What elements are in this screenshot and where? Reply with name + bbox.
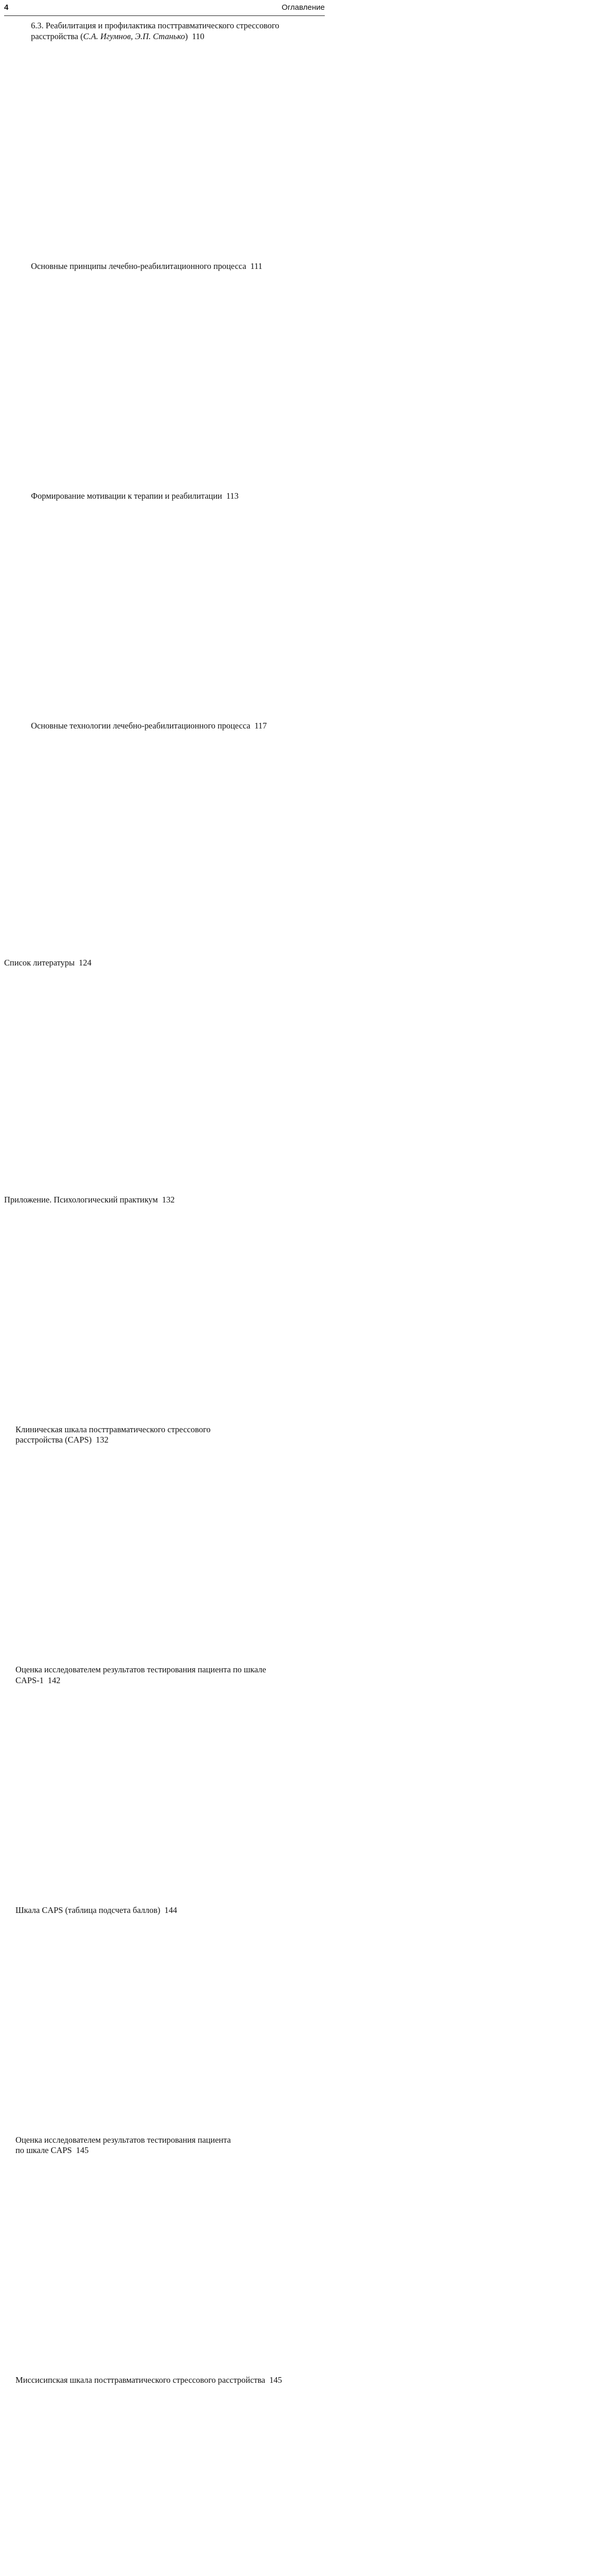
- toc-page-number: 132: [95, 1435, 109, 1445]
- toc-entry-title: CAPS-1: [15, 1675, 44, 1685]
- toc-entry[interactable]: [31, 721, 324, 951]
- toc-entry-title: Приложение. Психологический практикум: [4, 1194, 158, 1205]
- toc-entry-title-line: Клиническая шкала посттравматического стрессового: [15, 1424, 211, 1434]
- toc-entry-title: Формирование мотивации к терапии и реабилитации: [31, 490, 222, 501]
- toc-entry-title: Шкала CAPS (таблица подсчета баллов): [15, 1905, 160, 1915]
- toc-entry-title: расстройства (CAPS): [15, 1435, 92, 1445]
- table-of-contents: [0, 21, 330, 2576]
- toc-entry-title: по шкале CAPS: [15, 2145, 72, 2155]
- toc-page-number: 145: [269, 2375, 282, 2385]
- toc-entry-title: Основные технологии лечебно-реабилитационного процесса: [31, 720, 251, 731]
- toc-entry-title-line: Оценка исследователем результатов тестирования пациента по шкале: [15, 1665, 267, 1674]
- page-number: 4: [4, 3, 9, 12]
- toc-entry-title: расстройства (С.А. Игумнов, Э.П. Станько): [31, 31, 188, 41]
- toc-page-number: 117: [254, 720, 267, 731]
- toc-entry[interactable]: [4, 958, 324, 1188]
- toc-entry[interactable]: [15, 2135, 324, 2376]
- toc-entry-authors: С.А. Игумнов, Э.П. Станько: [83, 31, 185, 41]
- toc-entry[interactable]: [4, 1195, 324, 1425]
- toc-page-number: 142: [47, 1675, 61, 1685]
- toc-page-number: 113: [226, 490, 239, 501]
- toc-entry-title: Основные принципы лечебно-реабилитационного процесса: [31, 261, 246, 271]
- section-title: Оглавление: [281, 3, 325, 12]
- toc-entry[interactable]: [15, 2375, 324, 2576]
- toc-page-number: 111: [250, 261, 262, 271]
- toc-entry[interactable]: [15, 1425, 324, 1665]
- toc-entry[interactable]: [31, 491, 324, 721]
- toc-entry-title-line: Оценка исследователем результатов тестирования пациента: [15, 2134, 231, 2145]
- toc-page-number: 145: [76, 2145, 89, 2155]
- toc-page-number: 124: [78, 957, 92, 968]
- toc-page-number: 110: [192, 31, 205, 41]
- toc-entry-title-line: 6.3. Реабилитация и профилактика посттравматического стрессового: [31, 21, 279, 30]
- page-header: [4, 1, 325, 16]
- toc-entry[interactable]: [15, 1665, 324, 1905]
- toc-entry-title: Миссисипская шкала посттравматического стрессового расстройства: [15, 2375, 265, 2385]
- toc-page-number: 144: [164, 1905, 177, 1915]
- toc-entry-title: Список литературы: [4, 957, 75, 968]
- toc-page-number: 132: [162, 1194, 175, 1205]
- toc-entry[interactable]: [31, 261, 324, 491]
- toc-entry[interactable]: [15, 1905, 324, 2135]
- toc-entry[interactable]: [31, 21, 324, 261]
